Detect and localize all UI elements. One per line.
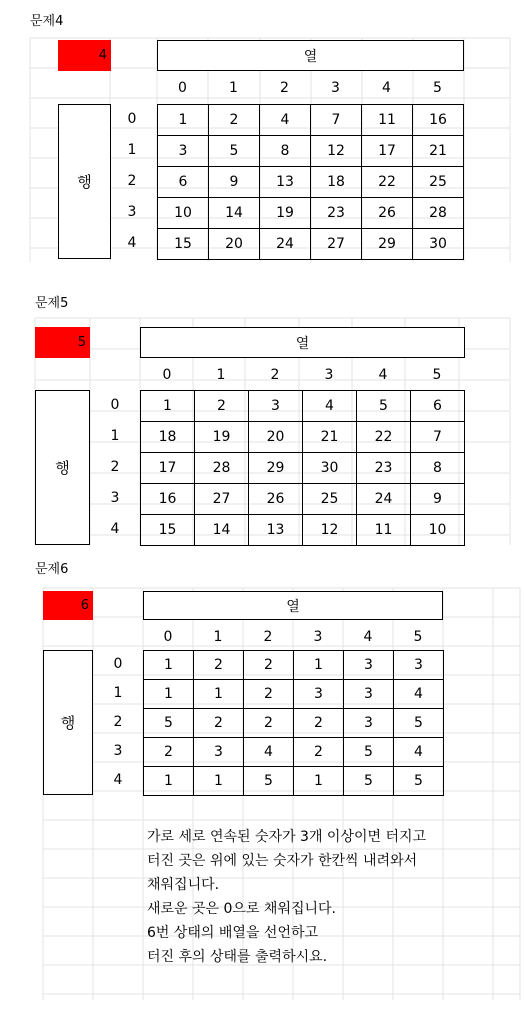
grid-cell[interactable]: 14: [195, 515, 249, 546]
grid-cell[interactable]: 30: [413, 229, 464, 260]
instruction-line: 가로 세로 연속된 숫자가 3개 이상이면 터지고: [147, 829, 427, 845]
column-index: 0: [163, 629, 173, 645]
grid-cell[interactable]: 2: [144, 738, 194, 767]
column-index: 1: [229, 80, 238, 96]
grid-row: [141, 422, 465, 453]
grid-cell[interactable]: 20: [209, 229, 260, 260]
column-header: 열: [157, 40, 464, 71]
grid-row: [158, 105, 464, 136]
problem-number-cell[interactable]: 4: [58, 40, 111, 71]
row-index: 4: [127, 235, 137, 251]
grid-cell[interactable]: 3: [294, 680, 344, 709]
grid-row: [158, 198, 464, 229]
grid-cell[interactable]: 5: [344, 767, 394, 796]
grid-cell[interactable]: 9: [411, 484, 465, 515]
column-index: 5: [413, 629, 423, 645]
grid-cell[interactable]: 3: [394, 651, 444, 680]
grid-row: [141, 515, 465, 546]
row-index: 0: [110, 397, 120, 413]
instruction-line: 채워집니다.: [147, 877, 220, 893]
grid-cell[interactable]: 11: [362, 105, 413, 136]
column-index: 2: [263, 629, 273, 645]
grid-cell[interactable]: 2: [194, 651, 244, 680]
grid-row: [144, 709, 444, 738]
grid-row: [144, 767, 444, 796]
grid-cell[interactable]: 12: [311, 136, 362, 167]
grid-cell[interactable]: 2: [244, 680, 294, 709]
grid-cell[interactable]: 1: [144, 767, 194, 796]
grid-cell[interactable]: 5: [344, 738, 394, 767]
grid-cell[interactable]: 5: [209, 136, 260, 167]
column-index: 3: [313, 629, 323, 645]
grid-cell[interactable]: 4: [394, 680, 444, 709]
grid-cell[interactable]: 4: [303, 391, 357, 422]
column-index: 5: [432, 367, 442, 383]
value-grid: [140, 390, 465, 546]
row-index: 3: [127, 204, 137, 220]
column-index: 1: [216, 367, 226, 383]
grid-cell[interactable]: 4: [394, 738, 444, 767]
grid-cell[interactable]: 6: [158, 167, 209, 198]
grid-cell[interactable]: 3: [158, 136, 209, 167]
grid-cell[interactable]: 18: [141, 422, 195, 453]
grid-cell[interactable]: 5: [244, 767, 294, 796]
grid-cell[interactable]: 21: [413, 136, 464, 167]
grid-cell[interactable]: 19: [195, 422, 249, 453]
grid-cell[interactable]: 26: [249, 484, 303, 515]
grid-row: [141, 484, 465, 515]
column-index: 4: [363, 629, 373, 645]
problem-number-cell[interactable]: 6: [43, 591, 93, 620]
grid-cell[interactable]: 29: [249, 453, 303, 484]
grid-cell[interactable]: 1: [158, 105, 209, 136]
grid-row: [158, 136, 464, 167]
row-index: 4: [110, 521, 120, 537]
grid-cell[interactable]: 19: [260, 198, 311, 229]
grid-cell[interactable]: 24: [260, 229, 311, 260]
instruction-line: 새로운 곳은 0으로 채워집니다.: [147, 901, 336, 917]
grid-cell[interactable]: 27: [311, 229, 362, 260]
grid-cell[interactable]: 4: [244, 738, 294, 767]
grid-cell[interactable]: 26: [362, 198, 413, 229]
grid-cell[interactable]: 1: [294, 651, 344, 680]
grid-cell[interactable]: 30: [303, 453, 357, 484]
row-index: 1: [127, 142, 137, 158]
grid-cell[interactable]: 20: [249, 422, 303, 453]
grid-cell[interactable]: 15: [158, 229, 209, 260]
grid-cell[interactable]: 6: [411, 391, 465, 422]
grid-cell[interactable]: 14: [209, 198, 260, 229]
row-index: 2: [127, 173, 137, 189]
grid-cell[interactable]: 2: [195, 391, 249, 422]
column-index: 3: [331, 80, 340, 96]
row-index: 2: [113, 714, 123, 730]
row-index: 2: [110, 459, 120, 475]
grid-cell[interactable]: 3: [344, 680, 394, 709]
grid-cell[interactable]: 23: [357, 453, 411, 484]
row-index: 3: [110, 490, 120, 506]
column-index: 0: [162, 367, 172, 383]
grid-cell[interactable]: 5: [394, 767, 444, 796]
row-header: 행: [35, 390, 90, 545]
grid-cell[interactable]: 1: [294, 767, 344, 796]
grid-cell[interactable]: 5: [357, 391, 411, 422]
grid-cell[interactable]: 22: [357, 422, 411, 453]
row-index: 1: [113, 685, 123, 701]
row-index: 1: [110, 428, 120, 444]
grid-cell[interactable]: 29: [362, 229, 413, 260]
grid-cell[interactable]: 1: [144, 651, 194, 680]
grid-row: [144, 738, 444, 767]
grid-cell[interactable]: 10: [411, 515, 465, 546]
grid-row: [158, 167, 464, 198]
row-index: 0: [127, 111, 137, 127]
grid-cell[interactable]: 2: [209, 105, 260, 136]
column-index: 5: [433, 80, 442, 96]
value-grid: [157, 104, 464, 260]
grid-cell[interactable]: 3: [344, 651, 394, 680]
row-header: 행: [43, 650, 93, 795]
value-grid: [143, 650, 444, 796]
grid-cell[interactable]: 2: [294, 738, 344, 767]
grid-cell[interactable]: 5: [144, 709, 194, 738]
grid-cell[interactable]: 21: [303, 422, 357, 453]
grid-cell[interactable]: 10: [158, 198, 209, 229]
grid-cell[interactable]: 16: [413, 105, 464, 136]
grid-cell[interactable]: 2: [244, 651, 294, 680]
column-index: 4: [382, 80, 391, 96]
column-index: 2: [270, 367, 280, 383]
grid-cell[interactable]: 1: [144, 680, 194, 709]
column-header: 열: [143, 591, 443, 620]
column-index: 4: [378, 367, 388, 383]
column-index: 0: [178, 80, 187, 96]
grid-cell[interactable]: 3: [249, 391, 303, 422]
grid-cell[interactable]: 2: [244, 709, 294, 738]
column-index: 3: [324, 367, 334, 383]
grid-cell[interactable]: 3: [194, 738, 244, 767]
grid-cell[interactable]: 7: [411, 422, 465, 453]
problem-title: 문제6: [35, 562, 69, 577]
column-header: 열: [140, 327, 465, 358]
grid-cell[interactable]: 12: [303, 515, 357, 546]
grid-cell[interactable]: 4: [260, 105, 311, 136]
row-index: 3: [113, 743, 123, 759]
grid-cell[interactable]: 22: [362, 167, 413, 198]
grid-cell[interactable]: 8: [411, 453, 465, 484]
grid-cell[interactable]: 1: [194, 680, 244, 709]
grid-cell[interactable]: 27: [195, 484, 249, 515]
grid-cell[interactable]: 8: [260, 136, 311, 167]
grid-cell[interactable]: 17: [362, 136, 413, 167]
grid-cell[interactable]: 3: [344, 709, 394, 738]
grid-cell[interactable]: 7: [311, 105, 362, 136]
instruction-line: 터진 곳은 위에 있는 숫자가 한칸씩 내려와서: [147, 853, 418, 869]
instruction-line: 6번 상태의 배열을 선언하고: [147, 925, 319, 941]
grid-row: [141, 391, 465, 422]
problem-title: 문제5: [35, 296, 69, 311]
column-index: 2: [280, 80, 289, 96]
grid-cell[interactable]: 1: [141, 391, 195, 422]
grid-cell[interactable]: 25: [413, 167, 464, 198]
problem-title: 문제4: [30, 14, 64, 29]
column-index: 1: [213, 629, 223, 645]
grid-cell[interactable]: 11: [357, 515, 411, 546]
grid-cell[interactable]: 28: [413, 198, 464, 229]
grid-cell[interactable]: 16: [141, 484, 195, 515]
grid-row: [144, 680, 444, 709]
grid-cell[interactable]: 24: [357, 484, 411, 515]
grid-cell[interactable]: 13: [249, 515, 303, 546]
grid-cell[interactable]: 23: [311, 198, 362, 229]
grid-cell[interactable]: 18: [311, 167, 362, 198]
grid-cell[interactable]: 2: [294, 709, 344, 738]
problem-number-cell[interactable]: 5: [35, 327, 90, 358]
row-index: 4: [113, 772, 123, 788]
grid-cell[interactable]: 13: [260, 167, 311, 198]
grid-cell[interactable]: 5: [394, 709, 444, 738]
row-index: 0: [113, 656, 123, 672]
grid-cell[interactable]: 2: [194, 709, 244, 738]
grid-cell[interactable]: 1: [194, 767, 244, 796]
row-header: 행: [58, 104, 111, 259]
grid-cell[interactable]: 25: [303, 484, 357, 515]
grid-row: [144, 651, 444, 680]
instruction-line: 터진 후의 상태를 출력하시요.: [147, 949, 328, 965]
grid-cell[interactable]: 9: [209, 167, 260, 198]
grid-row: [141, 453, 465, 484]
grid-row: [158, 229, 464, 260]
grid-cell[interactable]: 15: [141, 515, 195, 546]
grid-cell[interactable]: 17: [141, 453, 195, 484]
grid-cell[interactable]: 28: [195, 453, 249, 484]
